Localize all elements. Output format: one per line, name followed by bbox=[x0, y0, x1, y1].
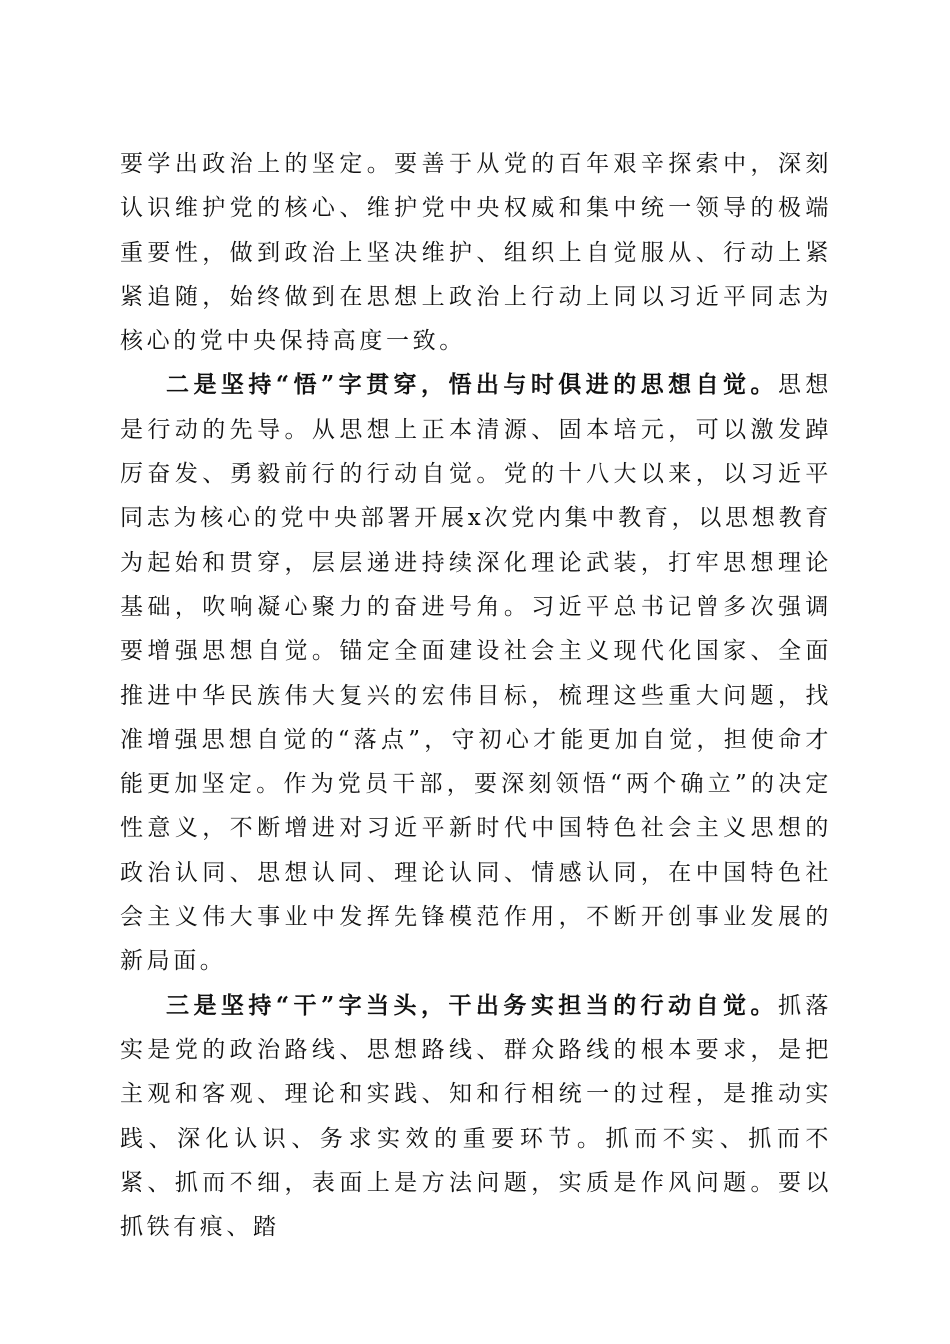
paragraph-text: 抓落实是党的政治路线、思想路线、群众路线的根本要求，是把主观和客观、理论和实践、知和行相统一的过程，是推动实践、深化认识、务求实效的重要环节。抓而不实、抓而不紧、抓而不细，表面上是方法问题，实质是作风问题。要以抓铁有痕、踏 bbox=[120, 992, 832, 1241]
paragraph-lead-heading: 三是坚持“干”字当头，干出务实担当的行动自觉。 bbox=[166, 991, 778, 1019]
paragraph-point-three bbox=[120, 984, 832, 1250]
paragraph-text: 要学出政治上的坚定。要善于从党的百年艰辛探索中，深刻认识维护党的核心、维护党中央权威和集中统一领导的极端重要性，做到政治上坚决维护、组织上自觉服从、行动上紧紧追随，始终做到在思想上政治上行动上同以习近平同志为核心的党中央保持高度一致。 bbox=[120, 151, 832, 355]
document-page bbox=[120, 142, 832, 1249]
paragraph-continuation bbox=[120, 142, 832, 363]
paragraph-text: 思想是行动的先导。从思想上正本清源、固本培元，可以激发踔厉奋发、勇毅前行的行动自觉。党的十八大以来，以习近平同志为核心的党中央部署开展x次党内集中教育，以思想教育为起始和贯穿，层层递进持续深化理论武装，打牢思想理论基础，吹响凝心聚力的奋进号角。习近平总书记曾多次强调要增强思想自觉。锚定全面建设社会主义现代化国家、全面推进中华民族伟大复兴的宏伟目标，梳理这些重大问题，找准增强思想自觉的“落点”，守初心才能更加自觉，担使命才能更加坚定。作为党员干部，要深刻领悟“两个确立”的决定性意义，不断增进对习近平新时代中国特色社会主义思想的政治认同、思想认同、理论认同、情感认同，在中国特色社会主义伟大事业中发挥先锋模范作用，不断开创事业发展的新局面。 bbox=[120, 372, 832, 975]
paragraph-point-two bbox=[120, 363, 832, 983]
paragraph-lead-heading: 二是坚持“悟”字贯穿，悟出与时俱进的思想自觉。 bbox=[166, 371, 778, 399]
